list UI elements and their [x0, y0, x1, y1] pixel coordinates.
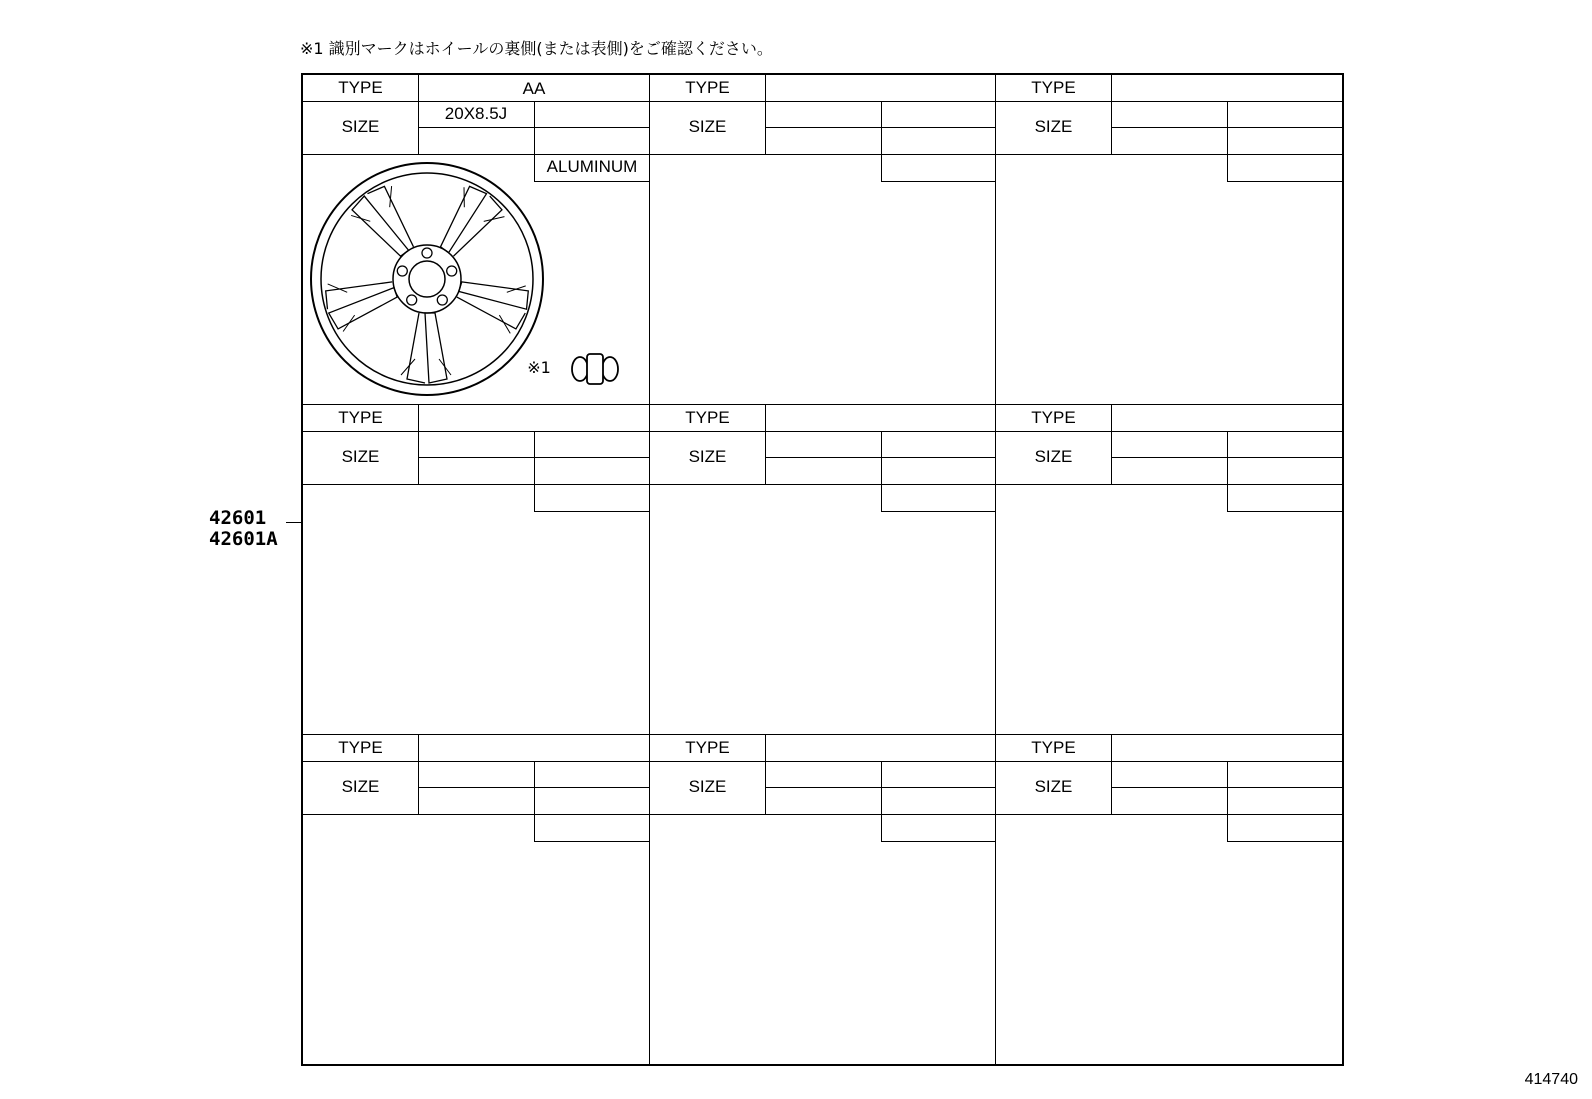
type-label: TYPE [685, 78, 730, 97]
mark-label: ※1 [527, 358, 551, 377]
type-label: TYPE [685, 738, 730, 757]
size-value: 20X8.5J [444, 104, 508, 123]
type-value: AA [522, 79, 546, 98]
size-label: SIZE [341, 777, 380, 796]
leader-line [286, 522, 301, 523]
wheel-block [303, 405, 650, 735]
wheel-block [303, 735, 650, 1064]
wheel-block [996, 405, 1342, 735]
wheel-block [303, 75, 650, 405]
type-label: TYPE [1031, 408, 1076, 427]
size-label: SIZE [341, 447, 380, 466]
wheel-spec-grid [301, 73, 1344, 1066]
size-label: SIZE [1034, 117, 1073, 136]
part-number-1[interactable]: 42601 [209, 507, 267, 529]
part-number-2[interactable]: 42601A [209, 528, 278, 550]
illustration-id: 414740 [1524, 1071, 1578, 1088]
identification-mark-icon [560, 349, 630, 389]
size-label: SIZE [341, 117, 380, 136]
type-label: TYPE [338, 408, 383, 427]
note-text: ※1 識別マークはホイールの裏側(または表側)をご確認ください。 [300, 39, 773, 58]
size-label: SIZE [1034, 777, 1073, 796]
size-label: SIZE [688, 117, 727, 136]
wheel-block [650, 405, 996, 735]
material-value: ALUMINUM [546, 157, 638, 176]
wheel-block [996, 75, 1342, 405]
size-label: SIZE [688, 777, 727, 796]
size-label: SIZE [1034, 447, 1073, 466]
type-label: TYPE [338, 78, 383, 97]
type-label: TYPE [685, 408, 730, 427]
type-label: TYPE [338, 738, 383, 757]
size-label: SIZE [688, 447, 727, 466]
wheel-block [996, 735, 1342, 1064]
wheel-block [650, 75, 996, 405]
wheel-block [650, 735, 996, 1064]
type-label: TYPE [1031, 78, 1076, 97]
type-label: TYPE [1031, 738, 1076, 757]
wheel-illustration [307, 159, 547, 399]
part-number-callout [209, 508, 278, 550]
